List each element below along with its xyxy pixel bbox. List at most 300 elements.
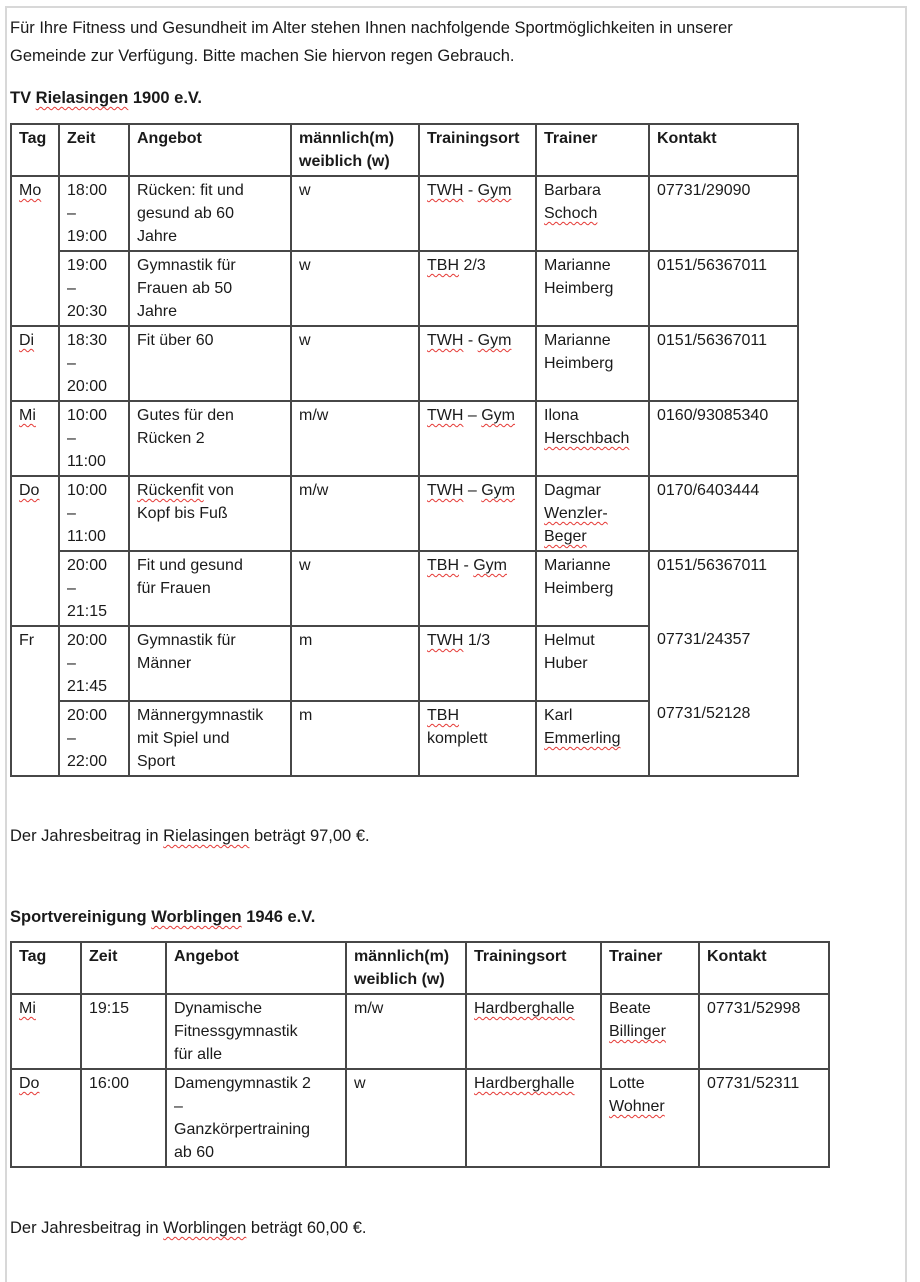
text-line (137, 427, 283, 450)
text-run: 19:00 (67, 257, 108, 274)
fee-1-paragraph (10, 822, 895, 850)
text-run: – (67, 280, 76, 297)
table-cell (81, 1069, 166, 1167)
text-line (174, 1118, 338, 1141)
header-cell (11, 124, 59, 176)
text-run: Zeit (67, 130, 96, 147)
text-line (354, 945, 458, 968)
text-line (544, 352, 641, 375)
text-run: 16:00 (89, 1075, 130, 1092)
text-line (10, 42, 895, 70)
table-cell (129, 401, 291, 476)
text-line (544, 554, 641, 577)
header-cell (166, 942, 346, 994)
text-line (544, 704, 641, 727)
text-line (427, 179, 528, 202)
table-cell (59, 176, 129, 251)
text-line (67, 450, 121, 473)
text-line (67, 502, 121, 525)
table-cell (291, 626, 419, 701)
table-cell (699, 1069, 829, 1167)
phone-number: 07731/52128 (657, 705, 751, 722)
table-body (11, 176, 798, 776)
text-run: 11:00 (67, 528, 106, 545)
text-line (299, 629, 411, 652)
table-row (11, 476, 798, 551)
table-cell (129, 251, 291, 326)
misspelled-word: Gym (473, 557, 507, 574)
text-line (427, 329, 528, 352)
text-line (137, 277, 283, 300)
table-cell (59, 326, 129, 401)
table-header (11, 124, 798, 176)
text-line (544, 404, 641, 427)
table-cell (346, 1069, 466, 1167)
table-cell (59, 626, 129, 701)
header-row (11, 942, 829, 994)
text-line (19, 127, 51, 150)
text-line (19, 479, 51, 502)
text-line (657, 479, 790, 502)
table-cell (166, 994, 346, 1069)
text-run: gesund ab 60 (137, 205, 234, 222)
text-run: 20:00 (67, 557, 108, 574)
text-run: Trainer (609, 948, 663, 965)
text-run: Zeit (89, 948, 118, 965)
table-cell (129, 551, 291, 626)
table-cell (291, 551, 419, 626)
text-line (137, 225, 283, 248)
table-row (11, 1069, 829, 1167)
text-line (19, 1072, 73, 1095)
text-run: Huber (544, 655, 588, 672)
table-cell (59, 701, 129, 776)
text-line (10, 1214, 895, 1242)
text-run: für Frauen (137, 580, 211, 597)
text-run: ab 60 (174, 1144, 215, 1161)
header-cell (129, 124, 291, 176)
misspelled-word: Do (19, 1075, 40, 1092)
text-run: Damengymnastik 2 (174, 1075, 311, 1092)
text-run: w (299, 332, 311, 349)
header-cell (536, 124, 649, 176)
text-run: Gymnastik für (137, 632, 236, 649)
text-line (67, 675, 121, 698)
table-cell (11, 994, 81, 1069)
table-cell (649, 251, 798, 326)
misspelled-word: TWH (427, 407, 464, 424)
text-run: w (299, 557, 311, 574)
text-run: – (67, 430, 76, 447)
text-line (354, 997, 458, 1020)
text-line (427, 629, 528, 652)
table-cell (419, 251, 536, 326)
text-line (174, 1043, 338, 1066)
text-line (299, 404, 411, 427)
text-run: Helmut (544, 632, 595, 649)
table-cell (59, 551, 129, 626)
misspelled-word: Gym (481, 407, 516, 424)
table-cell (291, 176, 419, 251)
text-run: Marianne (544, 557, 611, 574)
text-run: Beate (609, 1000, 651, 1017)
misspelled-word: Worblingen (151, 908, 242, 926)
misspelled-word: Wohner (609, 1098, 665, 1115)
text-run: männlich(m) (354, 948, 450, 965)
header-cell (601, 942, 699, 994)
table-cell (649, 476, 798, 551)
text-line (354, 968, 458, 991)
text-line (137, 254, 283, 277)
text-run: 2/3 (459, 257, 486, 274)
misspelled-word: TBH (427, 557, 459, 574)
table-cell (129, 326, 291, 401)
table-row (11, 551, 798, 626)
text-run: Ganzkörpertraining (174, 1121, 311, 1138)
text-line (427, 554, 528, 577)
text-line (89, 945, 158, 968)
text-run: Barbara (544, 182, 601, 199)
misspelled-word: Mo (19, 182, 42, 199)
text-line (137, 704, 283, 727)
text-line (19, 404, 51, 427)
header-cell (466, 942, 601, 994)
text-line (609, 997, 691, 1020)
phone-number: 0151/56367011 (657, 557, 768, 574)
text-run: Lotte (609, 1075, 645, 1092)
text-line (67, 179, 121, 202)
text-line (67, 404, 121, 427)
text-line (544, 329, 641, 352)
text-line (137, 202, 283, 225)
text-line (299, 329, 411, 352)
text-run: 11:00 (67, 453, 106, 470)
text-line (544, 652, 641, 675)
misspelled-word: TWH (427, 632, 464, 649)
header-row (11, 124, 798, 176)
misspelled-word: Mi (19, 1000, 36, 1017)
text-line (657, 179, 790, 202)
table-cell (699, 994, 829, 1069)
text-line (67, 300, 121, 323)
text-line (707, 1072, 821, 1095)
text-line (707, 997, 821, 1020)
text-line (137, 629, 283, 652)
table-cell (601, 994, 699, 1069)
text-run: Fit über 60 (137, 332, 214, 349)
text-line (544, 427, 641, 450)
text-line (67, 479, 121, 502)
table-cell (419, 701, 536, 776)
sv-worblingen-1946-schedule (10, 941, 830, 1168)
text-run: von (203, 482, 234, 499)
text-run: TV (10, 89, 36, 107)
text-run: 18:00 (67, 182, 108, 199)
text-line (657, 254, 790, 277)
text-run: 07731/29090 (657, 182, 751, 199)
club-2-heading (10, 906, 895, 928)
text-run: 22:00 (67, 753, 108, 770)
header-cell (59, 124, 129, 176)
text-line (474, 1072, 593, 1095)
text-run: Sport (137, 753, 176, 770)
table-cell (419, 551, 536, 626)
table-cell (649, 176, 798, 251)
text-run: 0170/6403444 (657, 482, 760, 499)
text-line (474, 945, 593, 968)
misspelled-word: TBH (427, 707, 459, 724)
text-line (427, 704, 528, 727)
table-cell (11, 401, 59, 476)
text-line (137, 127, 283, 150)
text-run: weiblich (w) (299, 153, 390, 170)
text-line (427, 479, 528, 502)
text-line (174, 1095, 338, 1118)
table-cell (129, 176, 291, 251)
text-run: 20:00 (67, 632, 108, 649)
text-line (609, 1095, 691, 1118)
text-run: für alle (174, 1046, 223, 1063)
text-line (299, 479, 411, 502)
text-line (10, 906, 895, 928)
text-line (544, 525, 641, 548)
text-run: w (354, 1075, 366, 1092)
text-line (67, 629, 121, 652)
header-cell (81, 942, 166, 994)
text-line (67, 254, 121, 277)
text-run: - (463, 332, 478, 349)
misspelled-word: Herschbach (544, 430, 630, 447)
text-line (299, 554, 411, 577)
text-run: Trainer (544, 130, 598, 147)
table-cell (419, 401, 536, 476)
text-line (67, 600, 121, 623)
table-cell (11, 476, 59, 626)
text-run: 0151/56367011 (657, 332, 768, 349)
misspelled-word: Rückenfit (137, 482, 204, 499)
text-run: 07731/52998 (707, 1000, 801, 1017)
text-line (10, 14, 895, 42)
text-run: Angebot (174, 948, 239, 965)
misspelled-word: Rielasingen (35, 89, 129, 107)
text-line (67, 652, 121, 675)
text-line (19, 945, 73, 968)
document-page (5, 6, 907, 1282)
text-run: Männergymnastik (137, 707, 264, 724)
table-cell (291, 326, 419, 401)
text-run: – (67, 580, 76, 597)
text-line (427, 127, 528, 150)
text-line (67, 277, 121, 300)
text-run: Gemeinde zur Verfügung. Bitte machen Sie hiervon regen Gebrauch. (10, 47, 515, 65)
text-run: Gymnastik für (137, 257, 236, 274)
text-run: 19:15 (89, 1000, 130, 1017)
text-line (544, 502, 641, 525)
text-line (544, 727, 641, 750)
text-run: Jahre (137, 303, 178, 320)
misspelled-word: Rielasingen (163, 827, 250, 845)
table-cell (291, 701, 419, 776)
text-line (657, 329, 790, 352)
header-cell (291, 124, 419, 176)
text-line (137, 300, 283, 323)
text-run: 18:30 (67, 332, 108, 349)
table-cell (11, 176, 59, 326)
header-cell (11, 942, 81, 994)
text-run: Dagmar (544, 482, 601, 499)
text-run: Fr (19, 632, 35, 649)
table-cell (129, 476, 291, 551)
text-line (67, 727, 121, 750)
text-line (67, 577, 121, 600)
table-cell (419, 476, 536, 551)
text-line (299, 127, 411, 150)
text-run: Jahre (137, 228, 178, 245)
misspelled-word: Gym (481, 482, 516, 499)
misspelled-word: Emmerling (544, 730, 621, 747)
text-run: weiblich (w) (354, 971, 445, 988)
text-line (67, 202, 121, 225)
text-line (137, 577, 283, 600)
text-line (299, 150, 411, 173)
table-cell (536, 476, 649, 551)
text-line (10, 87, 895, 109)
text-run: 21:45 (67, 678, 108, 695)
text-run: 0160/93085340 (657, 407, 769, 424)
text-run: m/w (354, 1000, 384, 1017)
text-run: Heimberg (544, 580, 614, 597)
text-run: 10:00 (67, 407, 108, 424)
text-line (10, 822, 895, 850)
text-line (137, 727, 283, 750)
text-run: – (67, 355, 76, 372)
misspelled-word: Gym (477, 182, 512, 199)
misspelled-word: Beger (544, 528, 587, 545)
text-line (137, 479, 283, 502)
table-cell (419, 176, 536, 251)
text-line (299, 179, 411, 202)
text-line (609, 1072, 691, 1095)
table-cell (649, 551, 798, 776)
table-cell (166, 1069, 346, 1167)
misspelled-word: TWH (427, 182, 464, 199)
text-run: Kopf bis Fuß (137, 505, 228, 522)
text-line (174, 1072, 338, 1095)
text-line (19, 997, 73, 1020)
text-line (19, 179, 51, 202)
text-line (137, 404, 283, 427)
text-run: Tag (19, 130, 47, 147)
text-run: Dynamische (174, 1000, 263, 1017)
text-run: w (299, 257, 311, 274)
text-line (544, 127, 641, 150)
text-run: Fitnessgymnastik (174, 1023, 298, 1040)
text-run: – (67, 205, 76, 222)
text-run: Karl (544, 707, 573, 724)
text-run: – (174, 1098, 183, 1115)
table-cell (11, 1069, 81, 1167)
text-run: 0151/56367011 (657, 257, 768, 274)
text-run: 1900 e.V. (128, 89, 203, 107)
text-line (657, 404, 790, 427)
text-run: komplett (427, 730, 488, 747)
table-cell (59, 401, 129, 476)
table-row (11, 251, 798, 326)
text-line (89, 997, 158, 1020)
text-run: Marianne (544, 332, 611, 349)
misspelled-word: Hardberghalle (474, 1075, 575, 1092)
text-run: Kontakt (657, 130, 717, 147)
table-cell (536, 551, 649, 626)
text-run: Gutes für den (137, 407, 234, 424)
text-run: Der Jahresbeitrag in (10, 827, 164, 845)
text-run: 20:30 (67, 303, 108, 320)
text-line (544, 202, 641, 225)
header-cell (419, 124, 536, 176)
table-cell (291, 251, 419, 326)
table-cell (291, 401, 419, 476)
table-cell (291, 476, 419, 551)
text-run: – (463, 482, 482, 499)
text-run: m/w (299, 482, 329, 499)
text-run: m/w (299, 407, 329, 424)
header-cell (346, 942, 466, 994)
text-run: - (463, 182, 478, 199)
text-line (67, 525, 121, 548)
table-cell (536, 326, 649, 401)
text-run: Für Ihre Fitness und Gesundheit im Alter stehen Ihnen nachfolgende Sportmöglichkeiten in unserer (10, 19, 733, 37)
table-cell (59, 251, 129, 326)
text-line (299, 254, 411, 277)
text-run: 10:00 (67, 482, 108, 499)
text-line (19, 329, 51, 352)
table-cell (536, 251, 649, 326)
header-cell (649, 124, 798, 176)
table-cell (536, 701, 649, 776)
text-run: 20:00 (67, 707, 108, 724)
text-run: Angebot (137, 130, 202, 147)
text-line (427, 254, 528, 277)
table-cell (649, 401, 798, 476)
text-run: – (67, 655, 76, 672)
misspelled-word: TWH (427, 332, 464, 349)
table-cell (536, 176, 649, 251)
misspelled-word: Do (19, 482, 40, 499)
text-line (544, 629, 641, 652)
table-cell (536, 401, 649, 476)
text-line (609, 1020, 691, 1043)
text-run: Trainingsort (427, 130, 520, 147)
text-line (174, 945, 338, 968)
text-line (299, 704, 411, 727)
table-header (11, 942, 829, 994)
text-line (67, 225, 121, 248)
text-run: Marianne (544, 257, 611, 274)
tv-rielasingen-1900-schedule (10, 123, 799, 777)
text-run: 21:15 (67, 603, 108, 620)
text-line (67, 329, 121, 352)
misspelled-word: Hardberghalle (474, 1000, 575, 1017)
text-run: w (299, 182, 311, 199)
misspelled-word: Wenzler- (544, 505, 608, 522)
text-line (174, 997, 338, 1020)
text-line (19, 629, 51, 652)
text-run: Frauen ab 50 (137, 280, 233, 297)
text-line (67, 750, 121, 773)
text-line (609, 945, 691, 968)
text-line (427, 404, 528, 427)
text-line (174, 1141, 338, 1164)
